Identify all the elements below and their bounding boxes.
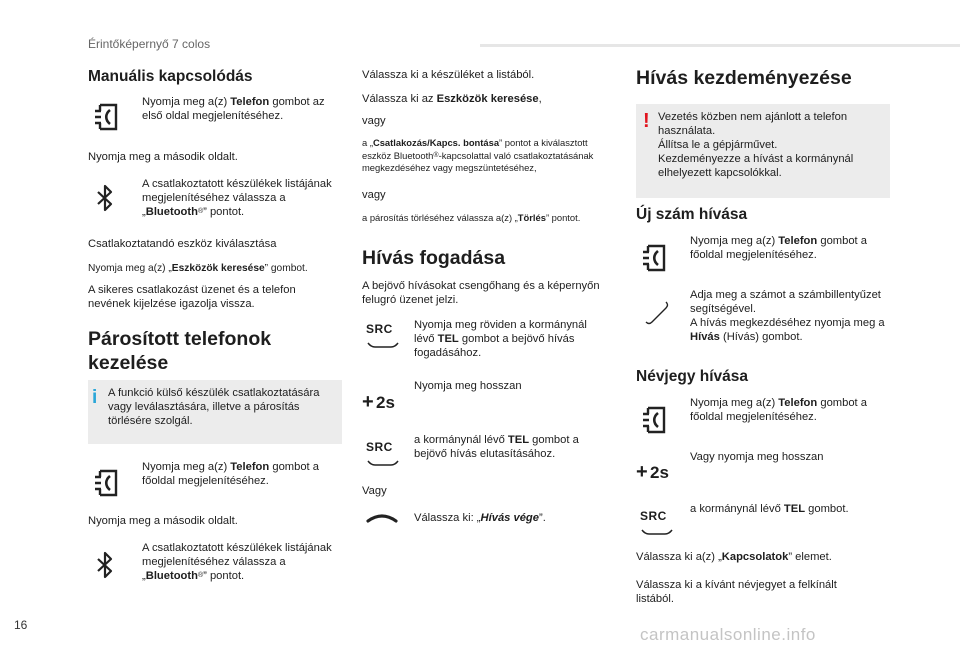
or-text-1: vagy	[362, 115, 386, 127]
second-page-text: Nyomja meg a második oldalt.	[88, 151, 238, 163]
src-icon: SRC	[640, 510, 676, 541]
new-number-step1: Nyomja meg a(z) Telefon gombot a főoldal megjelenítéséhez.	[690, 235, 867, 261]
incoming-text: A bejövő hívásokat csengőhang és a képernyőn felugró üzenet jelzi.	[362, 280, 600, 306]
warning-text: Vezetés közben nem ajánlott a telefon használata. Állítsa le a gépjárművet. Kezdeményezze a hívást a kormánynál elhelyezett kapcsolókkal.	[658, 111, 854, 179]
paired-step1: Nyomja meg a(z) Telefon gombot a főoldal megjelenítéséhez.	[142, 461, 319, 487]
search-devices-text: Nyomja meg a(z) „Eszközök keresése” gombot.	[88, 263, 308, 274]
hang-up-icon	[366, 512, 398, 524]
receive-call-title: Hívás fogadása	[362, 247, 506, 269]
end-call-text: Válassza ki: „Hívás vége”.	[414, 512, 546, 524]
phone-icon	[638, 403, 672, 437]
contact-step1: Nyomja meg a(z) Telefon gombot a főoldal megjelenítéséhez.	[690, 397, 867, 423]
manual-step1: Nyomja meg a(z) Telefon gombot az első oldal megjelenítéséhez.	[142, 96, 325, 122]
phone-icon	[90, 466, 124, 500]
bluetooth-step1: A csatlakoztatott készülékek listájának megjelenítéséhez válassza a „Bluetooth®” pontot.	[142, 178, 332, 218]
phone-icon	[638, 241, 672, 275]
info-icon: i	[92, 387, 98, 408]
bluetooth-icon	[94, 183, 116, 213]
call-handset-icon	[642, 298, 672, 326]
header-title: Érintőképernyő 7 colos	[88, 37, 211, 51]
long-press-text: Nyomja meg hosszan	[414, 380, 522, 392]
select-list-text: Válassza ki a készüléket a listából.	[362, 69, 535, 81]
contact-list-text: Válassza ki a kívánt névjegyet a felkínált listából.	[636, 579, 837, 605]
select-device-text: Csatlakoztatandó eszköz kiválasztása	[88, 238, 277, 250]
src-icon: SRC	[366, 323, 402, 354]
contact-step3: a kormánynál lévő TEL gombot.	[690, 503, 849, 515]
accept-call-text: Nyomja meg röviden a kormánynál lévő TEL gombot a bejövő hívás fogadásához.	[414, 319, 587, 359]
delete-text: a párosítás törléséhez válassza a(z) „Törlés” pontot.	[362, 212, 581, 223]
header-bar	[480, 44, 960, 47]
paired-phones-title: Párosított telefonok kezelése	[88, 328, 272, 374]
watermark: carmanualsonline.info	[640, 625, 816, 644]
tools-text: Válassza ki az Eszközök keresése,	[362, 93, 542, 105]
bluetooth-icon	[94, 550, 116, 580]
warning-icon: !	[643, 110, 650, 132]
info-text: A funkció külső készülék csatlakoztatására vagy leválasztására, illetve a párosítás törlésére szolgál.	[108, 387, 320, 427]
second-page-text-2: Nyomja meg a második oldalt.	[88, 515, 238, 527]
contacts-select-text: Válassza ki a(z) „Kapcsolatok” elemet.	[636, 551, 832, 563]
long-press-2s-icon: + 2s	[362, 391, 395, 413]
phone-icon	[90, 100, 124, 134]
make-call-title: Hívás kezdeményezése	[636, 67, 852, 89]
confirm-text: A sikeres csatlakozást üzenet és a telefon nevének kijelzése igazolja vissza.	[88, 284, 296, 310]
connect-text: a „Csatlakozás/Kapcs. bontása” pontot a kiválasztott eszköz Bluetooth®-kapcsolattal való csatlakoztatásának megkezdéséhez vagy megszüntetéséhez,	[362, 137, 594, 173]
or-text-3: Vagy	[362, 485, 387, 497]
page-number: 16	[14, 618, 28, 632]
long-press-2s-icon: + 2s	[636, 461, 669, 483]
or-text-2: vagy	[362, 189, 386, 201]
src-icon: SRC	[366, 441, 402, 472]
bluetooth-step2: A csatlakoztatott készülékek listájának megjelenítéséhez válassza a „Bluetooth®” pontot.	[142, 542, 332, 582]
contact-step2: Vagy nyomja meg hosszan	[690, 451, 824, 463]
new-number-step2: Adja meg a számot a számbillentyűzet segítségével. A hívás megkezdéséhez nyomja meg a Hívás (Hívás) gombot.	[690, 289, 885, 343]
contact-call-title: Névjegy hívása	[636, 368, 749, 385]
reject-call-text: a kormánynál lévő TEL gombot a bejövő hívás elutasításához.	[414, 434, 579, 460]
new-number-title: Új szám hívása	[636, 206, 748, 223]
manual-connection-title: Manuális kapcsolódás	[88, 68, 253, 85]
